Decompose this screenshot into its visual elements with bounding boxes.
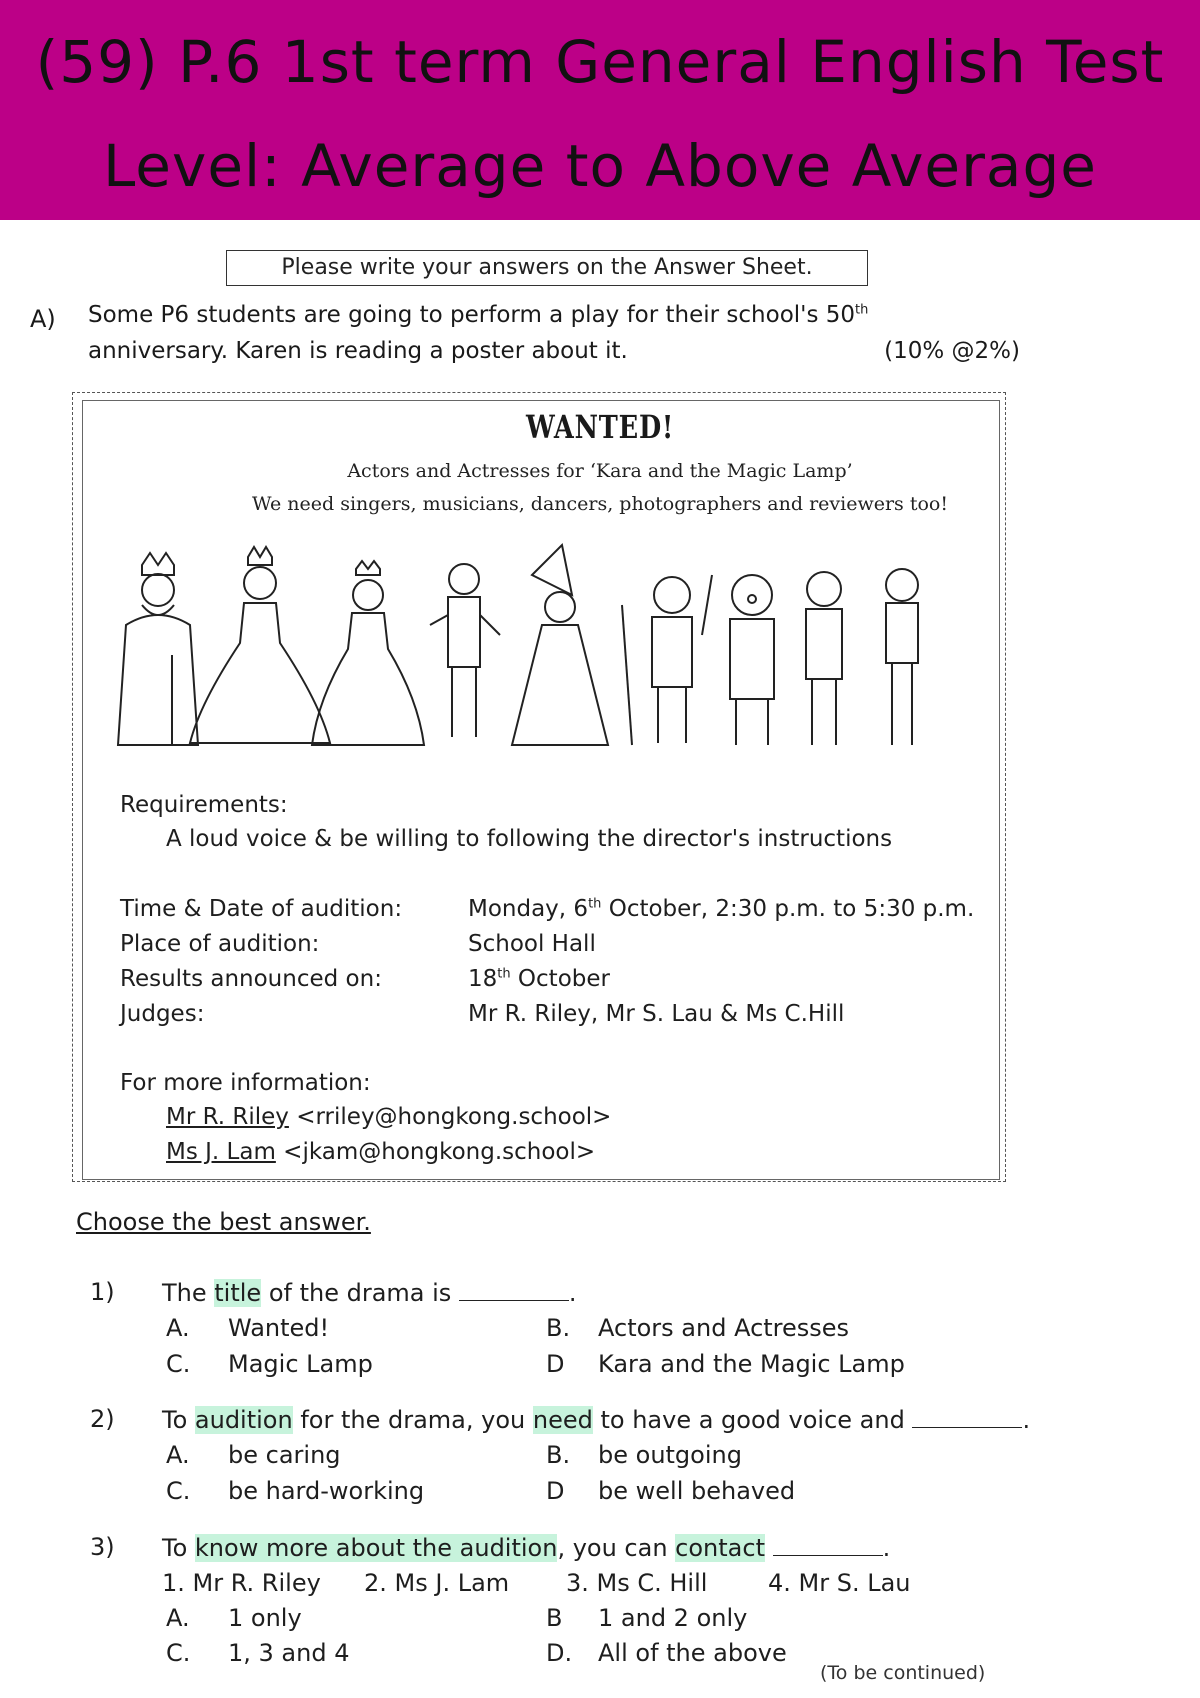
- queen-figure: [190, 547, 330, 743]
- option-letter: B: [546, 1604, 563, 1632]
- detail-value-text: October, 2:30 p.m. to 5:30 p.m.: [601, 896, 975, 922]
- stem-text: for the drama, you: [292, 1406, 533, 1434]
- question-number: 3): [90, 1533, 115, 1561]
- page-subtitle: Level: Average to Above Average: [103, 132, 1097, 200]
- girl-figure: [886, 569, 918, 745]
- question-number: 1): [90, 1278, 115, 1306]
- stem-highlight: audition: [194, 1406, 293, 1434]
- option-text: All of the above: [598, 1639, 787, 1667]
- option-letter: C.: [166, 1350, 191, 1378]
- option-letter: D: [546, 1477, 565, 1505]
- contact-email: <rriley@hongkong.school>: [288, 1104, 612, 1130]
- detail-value-place: School Hall: [468, 931, 596, 957]
- contact-lam: [166, 1139, 595, 1165]
- continued-note: (To be continued): [820, 1662, 986, 1684]
- option-text: Actors and Actresses: [598, 1314, 850, 1342]
- section-intro-line1: [88, 302, 1020, 328]
- princess-figure: [312, 561, 424, 745]
- detail-value-time: [468, 896, 974, 922]
- witch-figure: [512, 545, 632, 745]
- answer-blank: [459, 1278, 569, 1301]
- option-text: 1 and 2 only: [598, 1604, 748, 1632]
- intro-text: Some P6 students are going to perform a play for their school's 50: [88, 302, 856, 328]
- boy-figure: [806, 572, 842, 745]
- person-option: 4. Mr S. Lau: [768, 1569, 911, 1597]
- page-title: (59) P.6 1st term General English Test: [35, 28, 1165, 96]
- intro-text: anniversary. Karen is reading a poster about it.: [88, 338, 628, 364]
- answer-blank: [773, 1533, 883, 1556]
- section-label: A): [30, 305, 56, 333]
- stem-text: To: [162, 1534, 195, 1562]
- contact-riley: [166, 1104, 611, 1130]
- contact-name: Ms J. Lam: [166, 1139, 276, 1165]
- person-option: 3. Ms C. Hill: [566, 1569, 708, 1597]
- detail-value-text: Monday, 6: [468, 896, 589, 922]
- stem-text: [765, 1534, 773, 1562]
- poster-subheading: Actors and Actresses for ‘Kara and the Magic Lamp’: [347, 460, 853, 482]
- detail-value-sup: th: [588, 896, 602, 912]
- contact-name: Mr R. Riley: [166, 1104, 289, 1130]
- person-option: 2. Ms J. Lam: [364, 1569, 510, 1597]
- option-letter: C.: [166, 1477, 191, 1505]
- question-number: 2): [90, 1405, 115, 1433]
- option-letter: D: [546, 1350, 565, 1378]
- option-text: be well behaved: [598, 1477, 796, 1505]
- contact-email: <jkam@hongkong.school>: [275, 1139, 596, 1165]
- choose-instruction: Choose the best answer.: [76, 1208, 371, 1236]
- poster-heading: WANTED!: [526, 408, 674, 446]
- stem-text: .: [1022, 1406, 1031, 1434]
- detail-value-results: [468, 966, 610, 992]
- question-1-stem: [162, 1278, 577, 1307]
- option-letter: D.: [546, 1639, 573, 1667]
- option-letter: A.: [166, 1314, 190, 1342]
- stem-highlight: title: [214, 1279, 262, 1307]
- detail-value-text: October: [510, 966, 610, 992]
- detail-label-judges: Judges:: [120, 1001, 205, 1027]
- poster-need-line: We need singers, musicians, dancers, photographers and reviewers too!: [252, 493, 948, 515]
- section-intro-line2: [88, 338, 1020, 364]
- option-letter: B.: [546, 1314, 571, 1342]
- stem-text: to have a good voice and: [592, 1406, 913, 1434]
- option-text: be hard-working: [228, 1477, 425, 1505]
- option-text: be caring: [228, 1441, 341, 1469]
- marks-label: (10% @2%): [884, 338, 1020, 364]
- stem-highlight: know more about the audition: [194, 1534, 558, 1562]
- option-letter: A.: [166, 1441, 190, 1469]
- stem-highlight: need: [532, 1406, 593, 1434]
- question-3-stem: [162, 1533, 890, 1562]
- option-text: 1, 3 and 4: [228, 1639, 350, 1667]
- requirements-label: Requirements:: [120, 792, 288, 818]
- option-text: Wanted!: [228, 1314, 330, 1342]
- option-letter: C.: [166, 1639, 191, 1667]
- detail-value-sup: th: [497, 966, 511, 982]
- poster-frame: [82, 400, 1000, 1180]
- more-info-label: For more information:: [120, 1070, 371, 1096]
- detail-label-place: Place of audition:: [120, 931, 320, 957]
- stem-text: .: [882, 1534, 891, 1562]
- option-letter: A.: [166, 1604, 190, 1632]
- stem-text: , you can: [557, 1534, 676, 1562]
- intro-superscript: th: [855, 302, 869, 318]
- answer-blank: [912, 1405, 1022, 1428]
- stem-highlight: contact: [675, 1534, 765, 1562]
- clown-figure: [730, 575, 774, 745]
- option-text: be outgoing: [598, 1441, 742, 1469]
- stem-text: of the drama is: [261, 1279, 459, 1307]
- detail-value-text: 18: [468, 966, 498, 992]
- king-figure: [118, 553, 198, 745]
- option-letter: B.: [546, 1441, 571, 1469]
- question-2-stem: [162, 1405, 1030, 1434]
- option-text: 1 only: [228, 1604, 302, 1632]
- requirements-text: A loud voice & be willing to following the director's instructions: [166, 826, 893, 852]
- pirate-figure: [652, 575, 712, 743]
- person-option: 1. Mr R. Riley: [162, 1569, 321, 1597]
- instruction-box: Please write your answers on the Answer Sheet.: [226, 250, 868, 286]
- costume-characters-illustration: [112, 535, 942, 755]
- stem-text: To: [162, 1406, 195, 1434]
- prince-figure: [430, 564, 500, 737]
- option-text: Magic Lamp: [228, 1350, 373, 1378]
- detail-label-time: Time & Date of audition:: [120, 896, 403, 922]
- detail-value-judges: Mr R. Riley, Mr S. Lau & Ms C.Hill: [468, 1001, 845, 1027]
- option-text: Kara and the Magic Lamp: [598, 1350, 905, 1378]
- stem-text: The: [162, 1279, 215, 1307]
- detail-label-results: Results announced on:: [120, 966, 382, 992]
- stem-text: .: [568, 1279, 577, 1307]
